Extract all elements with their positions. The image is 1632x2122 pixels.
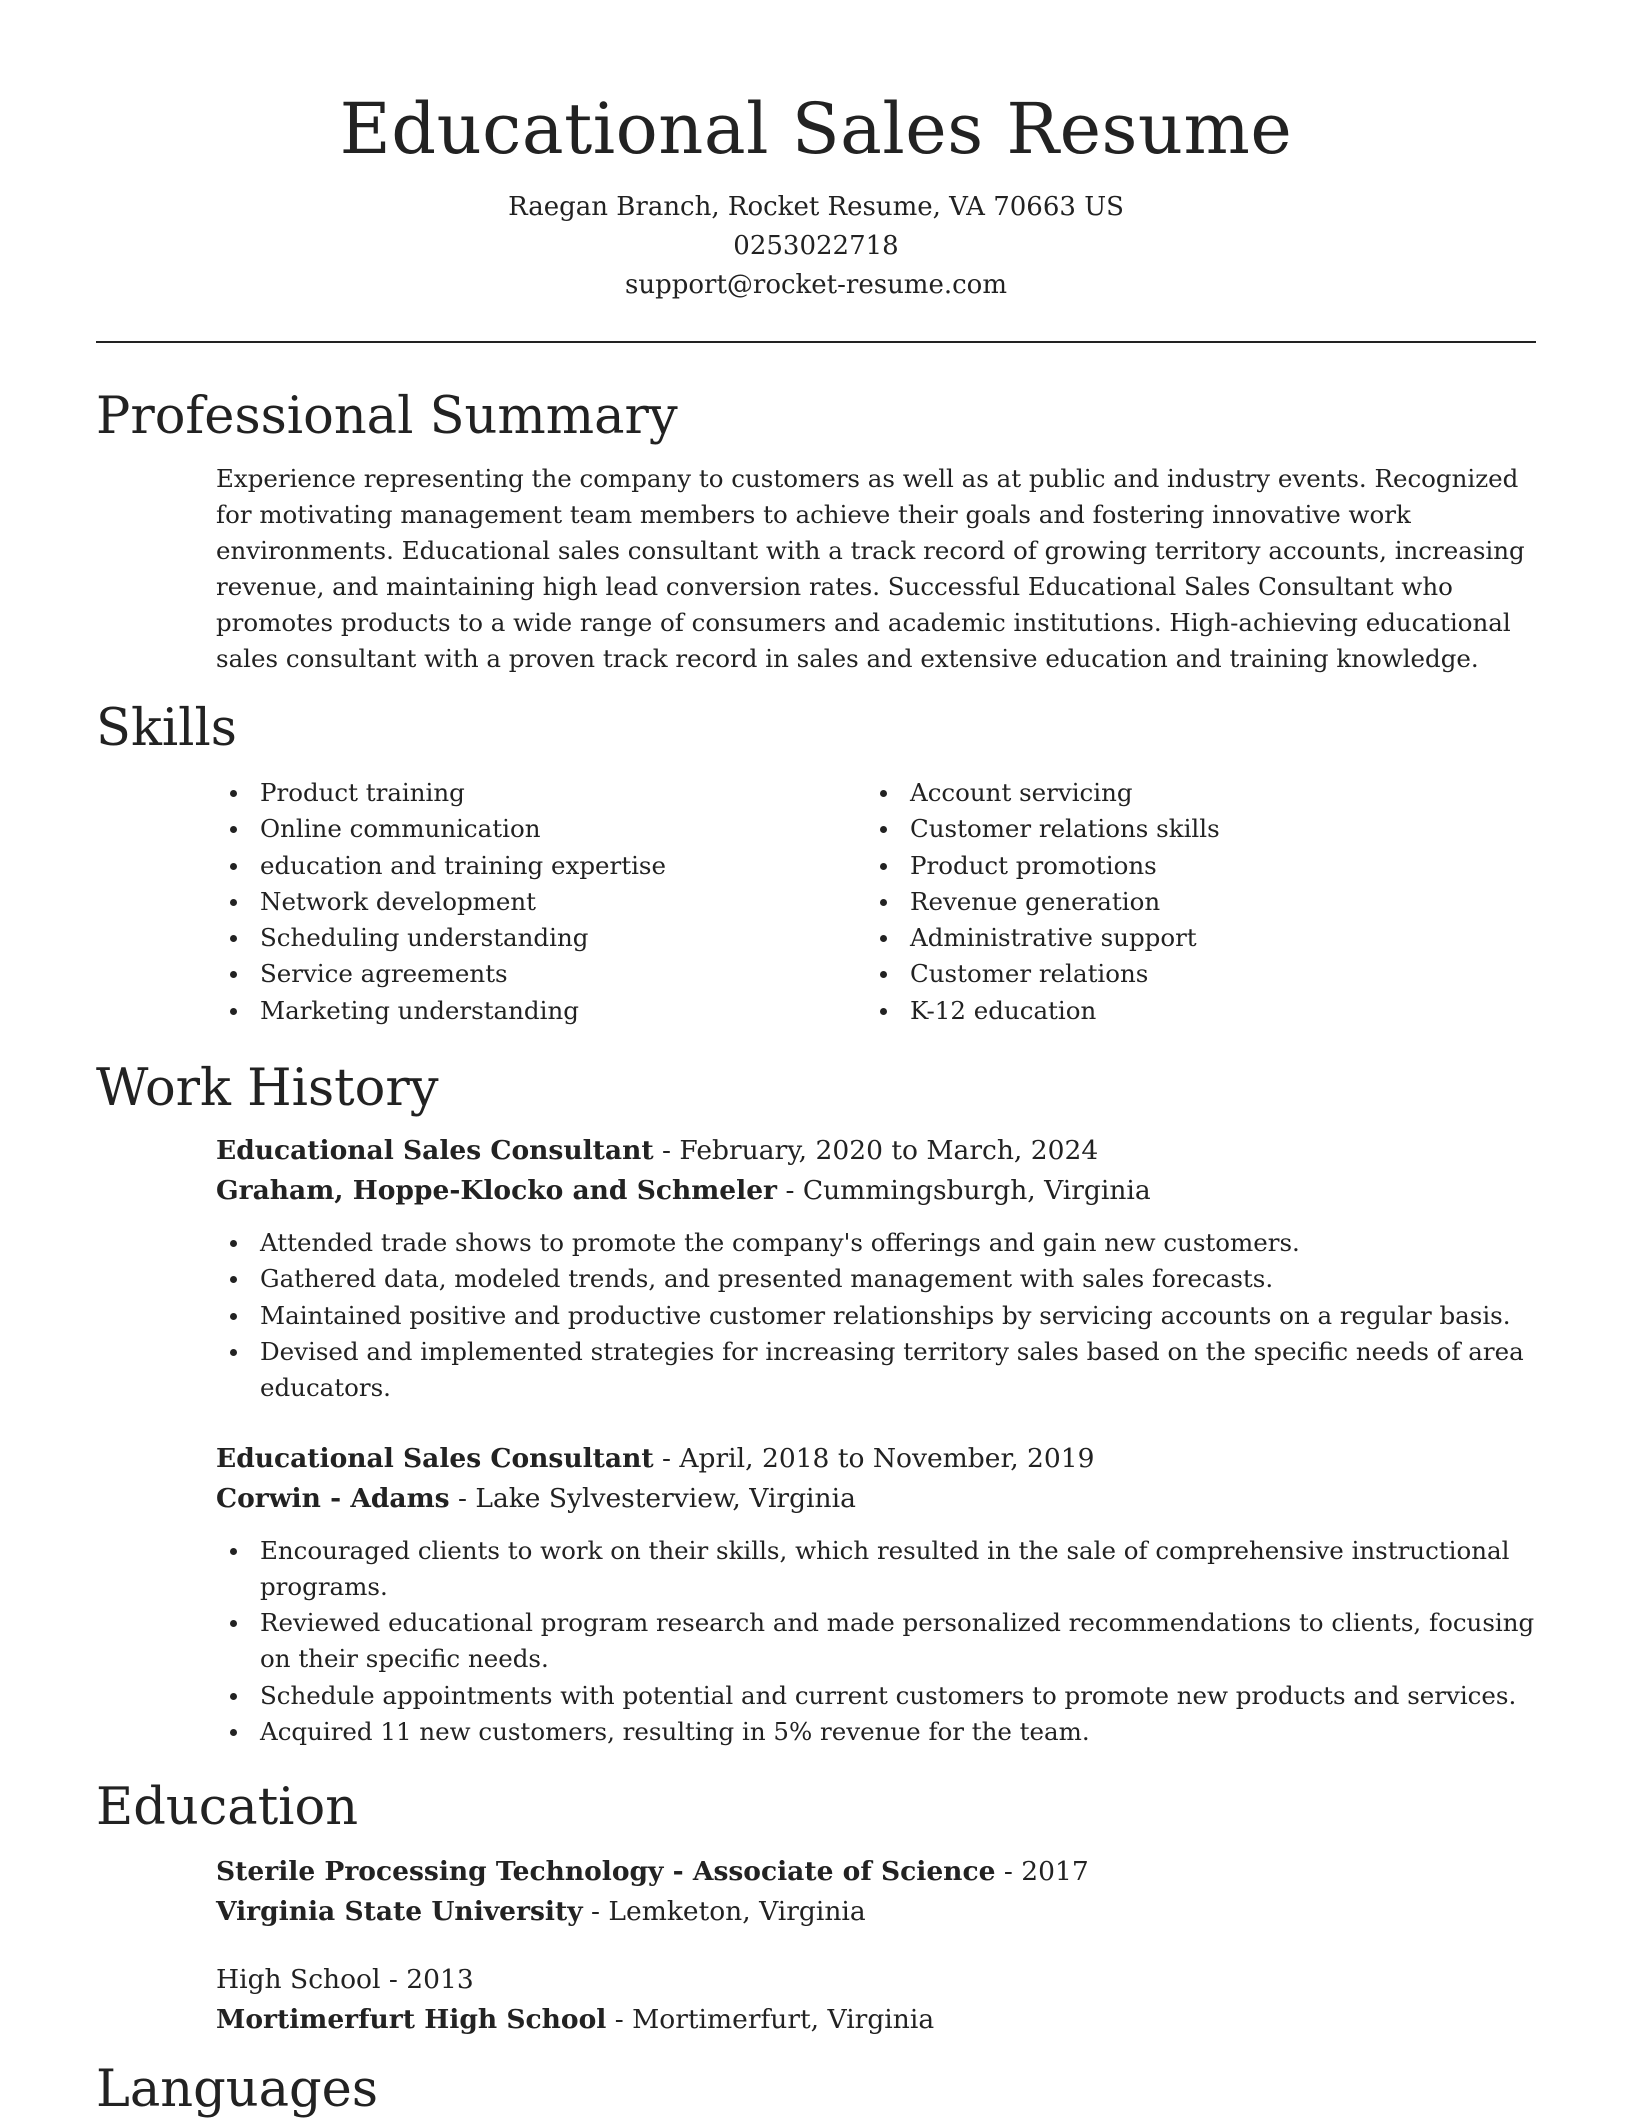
job-bullet: Attended trade shows to promote the company's offerings and gain new customers. bbox=[216, 1225, 1536, 1261]
job-dates: - April, 2018 to November, 2019 bbox=[653, 1442, 1095, 1474]
education-location: - Mortimerfurt, Virginia bbox=[606, 2004, 935, 2036]
job-entry bbox=[216, 1131, 1536, 1406]
skills-column-left bbox=[216, 775, 866, 1029]
job-company-line bbox=[216, 1171, 1536, 1211]
skill-item: Revenue generation bbox=[866, 884, 1516, 920]
job-entry bbox=[216, 1439, 1536, 1751]
job-company: Graham, Hoppe-Klocko and Schmeler bbox=[216, 1175, 778, 1207]
skills-heading: Skills bbox=[96, 699, 237, 758]
education-school-line bbox=[216, 1892, 1536, 1932]
work-history-heading: Work History bbox=[96, 1059, 439, 1119]
education-school-line bbox=[216, 2000, 1536, 2040]
job-bullet: Schedule appointments with potential and current customers to promote new products and services. bbox=[216, 1678, 1536, 1714]
skill-item: Network development bbox=[216, 884, 866, 920]
skill-item: Customer relations bbox=[866, 956, 1516, 992]
job-bullets bbox=[216, 1225, 1536, 1406]
skill-item: Product promotions bbox=[866, 848, 1516, 884]
skills-column-right bbox=[866, 775, 1516, 1029]
skills-list bbox=[216, 775, 1536, 1029]
skill-item: Account servicing bbox=[866, 775, 1516, 811]
job-company: Corwin - Adams bbox=[216, 1482, 450, 1514]
job-title-line bbox=[216, 1439, 1536, 1479]
skill-item: Product training bbox=[216, 775, 866, 811]
job-title: Educational Sales Consultant bbox=[216, 1135, 654, 1167]
contact-info bbox=[96, 188, 1536, 305]
job-bullet: Encouraged clients to work on their skills, which resulted in the sale of comprehensive instructional programs. bbox=[216, 1533, 1536, 1606]
education-degree: Sterile Processing Technology - Associate of Science bbox=[216, 1856, 996, 1888]
contact-phone: 0253022718 bbox=[733, 231, 899, 261]
resume-title: Educational Sales Resume bbox=[339, 88, 1293, 170]
education-heading: Education bbox=[96, 1778, 359, 1838]
summary-heading: Professional Summary bbox=[96, 387, 678, 446]
job-bullet: Devised and implemented strategies for increasing territory sales based on the specific needs of area educators. bbox=[216, 1334, 1536, 1407]
skill-item: education and training expertise bbox=[216, 848, 866, 884]
education-year: High School - 2013 bbox=[216, 1964, 474, 1996]
job-title-line bbox=[216, 1131, 1536, 1171]
skill-item: Marketing understanding bbox=[216, 993, 866, 1029]
job-dates: - February, 2020 to March, 2024 bbox=[653, 1135, 1099, 1167]
education-school: Virginia State University bbox=[216, 1896, 583, 1928]
skill-item: Administrative support bbox=[866, 920, 1516, 956]
skill-item: K-12 education bbox=[866, 993, 1516, 1029]
education-entry bbox=[216, 1960, 1536, 2040]
summary-text: Experience representing the company to customers as well as at public and industry events. Recognized for motivating management team members to achieve their goals and fostering innovative work environments. Educational sales consultant with a track record of growing territory accounts, increasing revenue, and maintaining high lead conversion rates. Successful Educational Sales Consultant who promotes products to a wide range of consumers and academic institutions. High-achieving educational sales consultant with a proven track record in sales and extensive education and training knowledge. bbox=[216, 464, 1525, 673]
job-bullet: Reviewed educational program research and made personalized recommendations to clients, focusing on their specific needs. bbox=[216, 1605, 1536, 1678]
job-company-line bbox=[216, 1479, 1536, 1519]
job-bullet: Maintained positive and productive customer relationships by servicing accounts on a regular basis. bbox=[216, 1298, 1536, 1334]
education-school: Mortimerfurt High School bbox=[216, 2004, 607, 2036]
contact-email: support@rocket-resume.com bbox=[624, 270, 1007, 300]
job-location: - Lake Sylvesterview, Virginia bbox=[449, 1482, 856, 1514]
skills-section bbox=[96, 697, 1536, 1029]
languages-section bbox=[96, 2058, 1536, 2122]
header-divider bbox=[96, 341, 1536, 343]
skill-item: Customer relations skills bbox=[866, 811, 1516, 847]
job-bullet: Gathered data, modeled trends, and presented management with sales forecasts. bbox=[216, 1261, 1536, 1297]
education-degree-line bbox=[216, 1960, 1536, 2000]
skill-item: Service agreements bbox=[216, 956, 866, 992]
education-year: - 2017 bbox=[995, 1856, 1089, 1888]
skill-item: Online communication bbox=[216, 811, 866, 847]
education-entry bbox=[216, 1852, 1536, 1932]
job-title: Educational Sales Consultant bbox=[216, 1442, 654, 1474]
skill-item: Scheduling understanding bbox=[216, 920, 866, 956]
education-section bbox=[96, 1776, 1536, 2040]
contact-address: Raegan Branch, Rocket Resume, VA 70663 US bbox=[508, 192, 1124, 222]
job-location: - Cummingsburgh, Virginia bbox=[777, 1175, 1151, 1207]
summary-section bbox=[96, 385, 1536, 677]
resume-page bbox=[96, 0, 1536, 2122]
work-history-section bbox=[96, 1057, 1536, 1750]
job-bullet: Acquired 11 new customers, resulting in 5% revenue for the team. bbox=[216, 1714, 1536, 1750]
languages-heading: Languages bbox=[96, 2060, 379, 2120]
job-bullets bbox=[216, 1533, 1536, 1751]
education-location: - Lemketon, Virginia bbox=[582, 1896, 866, 1928]
education-degree-line bbox=[216, 1852, 1536, 1892]
